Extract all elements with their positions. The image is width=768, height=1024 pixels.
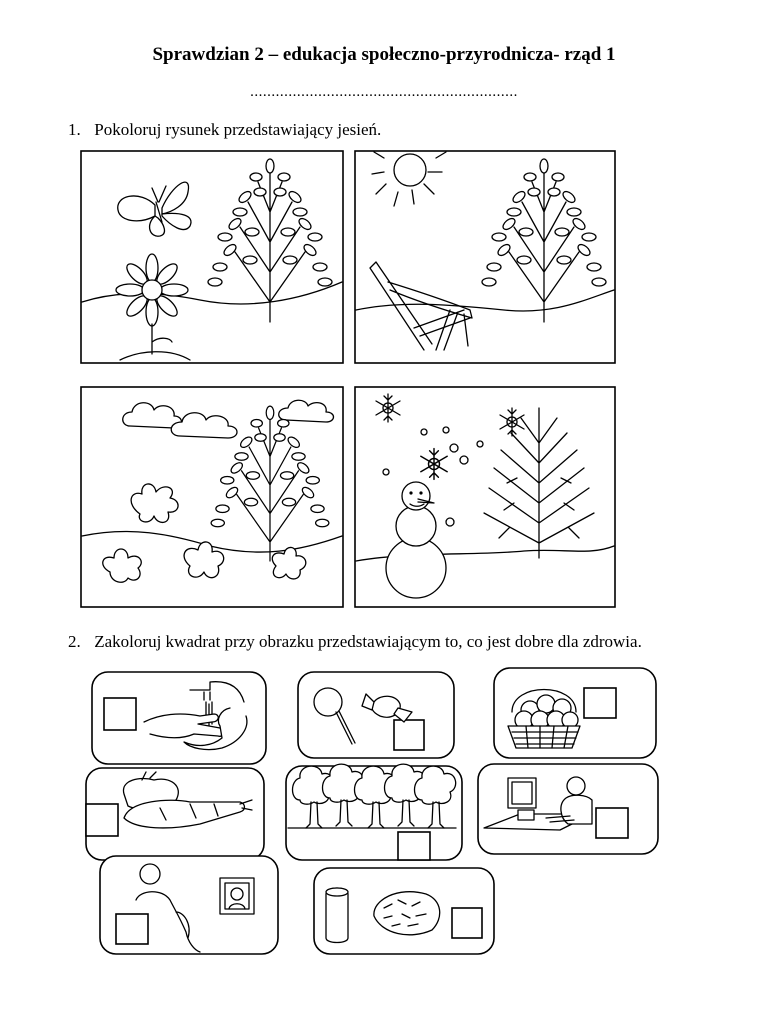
fruit-basket-icon: [508, 690, 580, 749]
page-title: Sprawdzian 2 – edukacja społeczno-przyrodnicza- rząd 1: [152, 44, 616, 65]
answer-checkbox[interactable]: [596, 808, 628, 838]
card-soda-and-chips[interactable]: [314, 868, 494, 954]
card-forest-walk[interactable]: [286, 764, 462, 860]
answer-checkbox[interactable]: [394, 720, 424, 750]
name-line[interactable]: ...............................................................: [250, 84, 518, 100]
card-washing-hands[interactable]: [92, 672, 266, 764]
picture-spring[interactable]: [80, 150, 344, 364]
card-computer[interactable]: [478, 764, 658, 854]
card-vegetables[interactable]: [86, 768, 264, 860]
task-1-text: Pokoloruj rysunek przedstawiający jesień.: [94, 120, 382, 139]
task-2-text: Zakoloruj kwadrat przy obrazku przedstawiającym to, co jest dobre dla zdrowia.: [94, 632, 642, 651]
task-1-number: 1.: [68, 120, 81, 139]
task-2-number: 2.: [68, 632, 81, 651]
answer-checkbox[interactable]: [86, 804, 118, 836]
answer-checkbox[interactable]: [104, 698, 136, 730]
card-fruit-basket[interactable]: [494, 668, 656, 758]
answer-checkbox[interactable]: [398, 832, 430, 860]
answer-checkbox[interactable]: [116, 914, 148, 944]
picture-autumn[interactable]: [80, 386, 344, 608]
answer-checkbox[interactable]: [452, 908, 482, 938]
card-watching-tv[interactable]: [100, 856, 278, 954]
card-sweets[interactable]: [298, 672, 454, 758]
task-1-heading: [68, 120, 381, 140]
picture-winter[interactable]: [354, 386, 616, 608]
picture-summer[interactable]: [354, 150, 616, 364]
answer-checkbox[interactable]: [584, 688, 616, 718]
task-2-heading: [68, 632, 642, 652]
